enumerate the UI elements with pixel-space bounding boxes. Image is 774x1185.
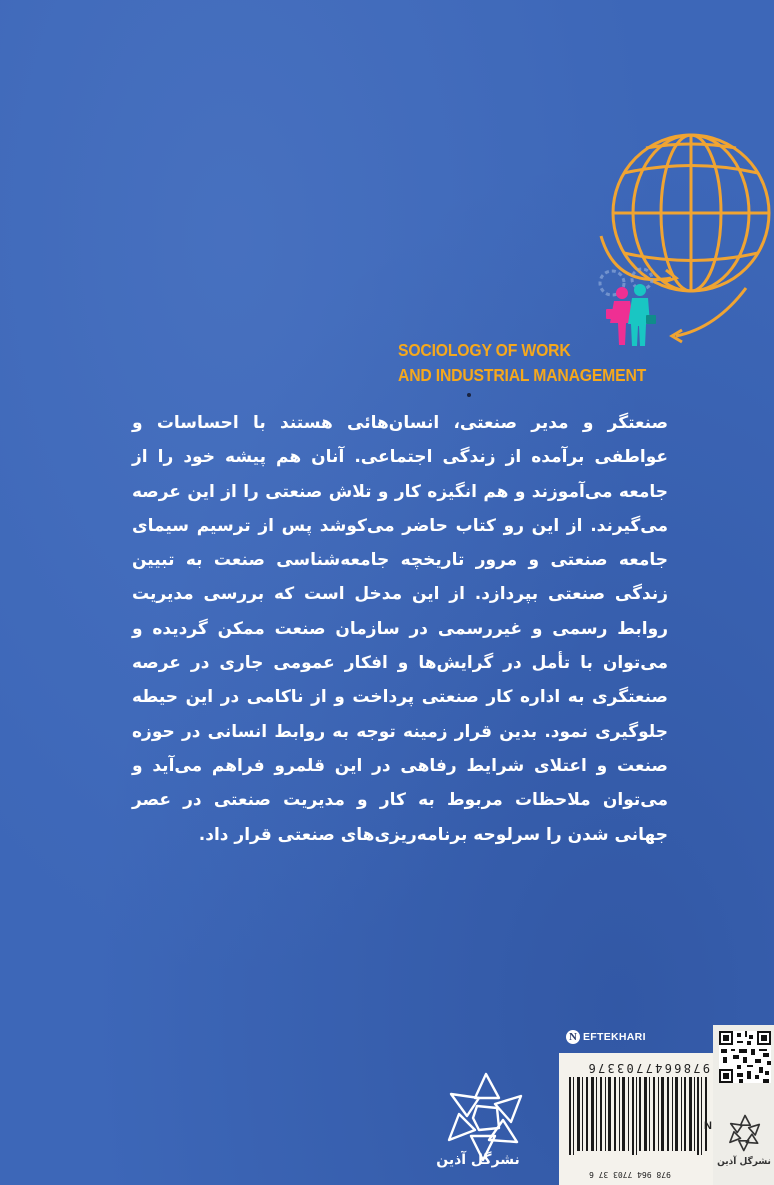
- barcode-icon: [567, 1063, 711, 1155]
- distributor-letter-icon: N: [566, 1030, 580, 1044]
- blurb-text: صنعتگر و مدیر صنعتی، انسان‌هائی هستند با احساسات و عواطفی برآمده از زندگی اجتماعی. آنان هم پیشه خود را از جامعه می‌آموزند و هم انگیزه کار و تلاش صنعتی را از این عرصه می‌گیرند. از این رو کتاب حاضر می‌کوشد پس از ترسیم سیمای جامعه صنعتی و مرور تاریخچه جامعه‌شناسی صنعت به تبیین زندگی صنعتی بپردازد. از این مدخل است که بررسی مدیریت روابط رسمی و غیررسمی در سازمان صنعت ممکن گردیده و می‌توان با تأمل در گرایش‌ها و افکار عمومی جاری در عرصه صنعتگری به اداره کار صنعتی پرداخت و از ناکامی در این حیطه جلوگیری نمود. بدین قرار زمینه توجه به روابط انسانی در حوزه صنعت و اعتلای شرایط رفاهی در این قلمرو فراهم می‌آید و می‌توان ملاحظات مربوط به کار و مدیریت صنعتی در عصر جهانی شدن را سرلوحه برنامه‌ریزی‌های صنعتی قرار داد.: [132, 413, 668, 845]
- barcode-edge-letter: [704, 1120, 712, 1132]
- publisher-name: نشرگل آذین: [436, 1152, 520, 1168]
- distributor-name: EFTEKHARI: [583, 1031, 646, 1043]
- barcode-digits-bottom: 978 964 7703 37 6: [589, 1170, 671, 1179]
- barcode-edge-text: N: [704, 1120, 712, 1132]
- english-title-line-1: SOCIOLOGY OF WORK: [398, 340, 571, 360]
- qr-code-icon: [719, 1031, 771, 1083]
- barcode-digits-top: 9786647703376: [586, 1061, 710, 1075]
- publisher-small-logo-icon: [725, 1113, 765, 1153]
- dot-ornament: [467, 393, 471, 397]
- qr-sticker: [713, 1025, 774, 1185]
- english-title: [398, 338, 668, 388]
- distributor-mark: [566, 1030, 646, 1044]
- english-title-line-2: AND INDUSTRIAL MANAGEMENT: [398, 365, 647, 385]
- qr-publisher-label: نشرگل آذین: [717, 1157, 771, 1167]
